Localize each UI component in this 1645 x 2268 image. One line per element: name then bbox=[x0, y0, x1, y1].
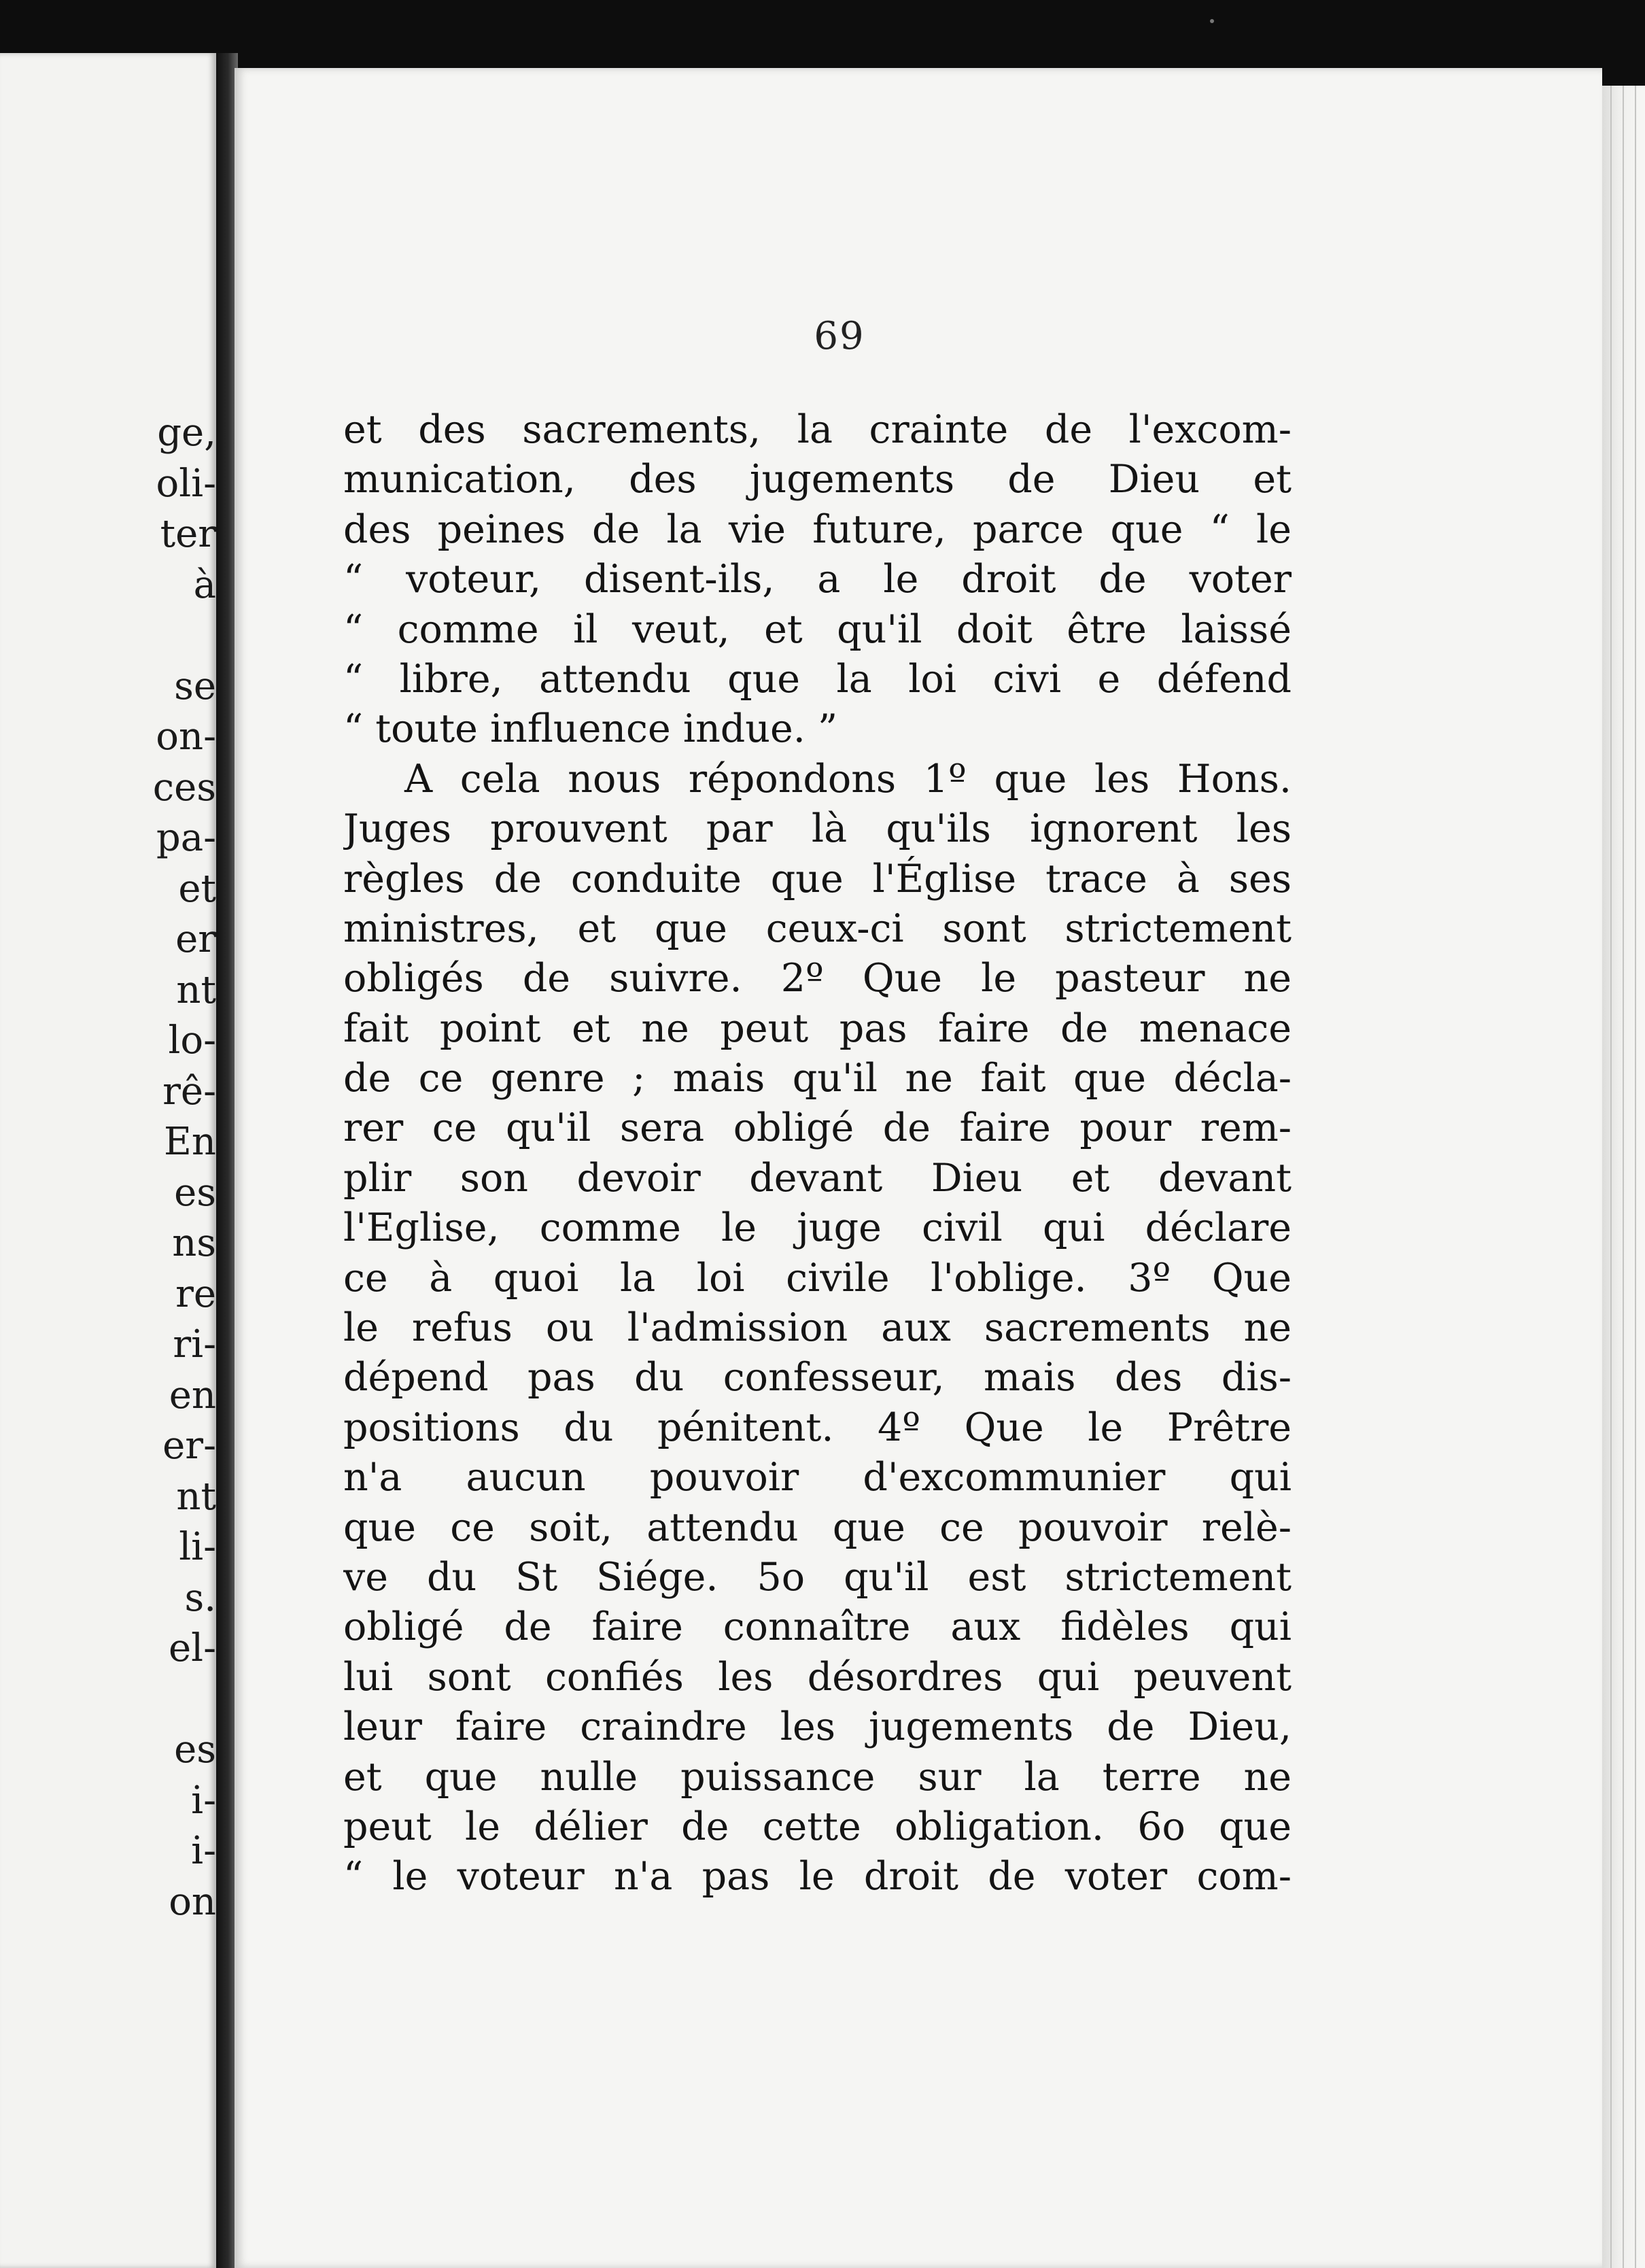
left-page-fragment: En bbox=[164, 1120, 216, 1164]
text-line-content: l'Eglise, comme le juge civil qui déclare bbox=[343, 1205, 1292, 1251]
text-line-content: ministres, et que ceux-ci sont strictement bbox=[343, 906, 1292, 951]
page-number: 69 bbox=[814, 314, 865, 358]
text-line-content: obligé de faire connaître aux fidèles qui bbox=[343, 1604, 1292, 1650]
text-line-content: règles de conduite que l'Église trace à ses bbox=[343, 856, 1292, 901]
text-line bbox=[343, 605, 1292, 655]
left-page-fragment: er bbox=[175, 917, 216, 961]
left-page-fragment: on bbox=[169, 1879, 216, 1924]
left-page-fragment: ns bbox=[172, 1221, 216, 1265]
text-line-content: de ce genre ; mais qu'il ne fait que décla- bbox=[343, 1056, 1292, 1101]
text-line bbox=[343, 1653, 1292, 1702]
text-line-content: positions du pénitent. 4º Que le Prêtre bbox=[343, 1405, 1292, 1450]
page-stack-edge bbox=[1602, 86, 1645, 2268]
text-line bbox=[343, 1802, 1292, 1852]
text-line bbox=[343, 855, 1292, 904]
left-page-fragment: à bbox=[193, 562, 216, 607]
text-line-content: des peines de la vie future, parce que “ le bbox=[343, 506, 1292, 552]
text-line bbox=[343, 904, 1292, 954]
body-text bbox=[343, 405, 1292, 1902]
left-page-fragment: es bbox=[174, 1728, 216, 1772]
text-line-content: A cela nous répondons 1º que les Hons. bbox=[404, 756, 1292, 802]
text-line-content: “ comme il veut, et qu'il doit être laissé bbox=[343, 606, 1292, 652]
text-line-content: munication, des jugements de Dieu et bbox=[343, 457, 1292, 502]
text-line-content: obligés de suivre. 2º Que le pasteur ne bbox=[343, 956, 1292, 1001]
text-line-content: “ toute influence indue. ” bbox=[343, 706, 838, 752]
text-line bbox=[343, 505, 1292, 555]
text-line-content: le refus ou l'admission aux sacrements ne bbox=[343, 1305, 1292, 1351]
text-line bbox=[343, 1503, 1292, 1553]
text-line bbox=[343, 1154, 1292, 1203]
left-page-fragment: i- bbox=[191, 1778, 216, 1823]
left-page-text-fragments bbox=[12, 408, 216, 1927]
text-line bbox=[343, 1553, 1292, 1602]
text-line-content: “ le voteur n'a pas le droit de voter com- bbox=[343, 1854, 1292, 1900]
left-page-fragment: et bbox=[178, 866, 216, 911]
left-page-fragment: ge, bbox=[157, 411, 216, 455]
left-page-fragment: li- bbox=[179, 1525, 216, 1569]
text-line bbox=[343, 755, 1292, 804]
left-page-fragment: rê- bbox=[162, 1069, 216, 1114]
left-page-fragment: ces bbox=[152, 765, 216, 810]
left-page-fragment: pa- bbox=[156, 816, 216, 860]
text-line bbox=[343, 1353, 1292, 1403]
text-line-content: fait point et ne peut pas faire de menace bbox=[343, 1006, 1292, 1051]
text-line bbox=[343, 1054, 1292, 1103]
text-line bbox=[343, 655, 1292, 704]
text-line-content: leur faire craindre les jugements de Dieu, bbox=[343, 1704, 1292, 1750]
text-line-content: et que nulle puissance sur la terre ne bbox=[343, 1754, 1292, 1800]
text-line bbox=[343, 455, 1292, 504]
left-page-fragment: es bbox=[174, 1170, 216, 1215]
text-line bbox=[343, 1254, 1292, 1303]
left-page-fragment: on- bbox=[156, 715, 216, 759]
text-line bbox=[343, 704, 1292, 754]
text-line-content: lui sont confiés les désordres qui peuvent bbox=[343, 1654, 1292, 1700]
text-line-content: “ voteur, disent-ils, a le droit de voter bbox=[343, 557, 1292, 602]
text-line bbox=[343, 1403, 1292, 1453]
text-line bbox=[343, 555, 1292, 604]
text-line-content: peut le délier de cette obligation. 6o que bbox=[343, 1804, 1292, 1849]
text-line bbox=[343, 954, 1292, 1003]
text-line-content: plir son devoir devant Dieu et devant bbox=[343, 1155, 1292, 1201]
text-line-content: dépend pas du confesseur, mais des dis- bbox=[343, 1355, 1292, 1401]
left-page-fragment: s. bbox=[184, 1575, 216, 1620]
scan-speck bbox=[1210, 19, 1214, 23]
left-page-fragment: ri- bbox=[173, 1322, 216, 1367]
left-page-fragment: er- bbox=[162, 1424, 216, 1468]
left-page-fragment: ter bbox=[160, 512, 216, 556]
left-page-fragment bbox=[12, 1674, 216, 1725]
left-page-fragment: nt bbox=[176, 967, 216, 1012]
text-line bbox=[343, 1453, 1292, 1502]
text-line bbox=[343, 1852, 1292, 1902]
text-line-content: ve du St Siége. 5o qu'il est strictement bbox=[343, 1554, 1292, 1600]
left-page-fragment: re bbox=[175, 1271, 216, 1316]
text-line-content: Juges prouvent par là qu'ils ignorent les bbox=[343, 806, 1292, 852]
left-page-fragment: i- bbox=[191, 1829, 216, 1873]
left-page-fragment: se bbox=[174, 664, 216, 708]
text-line bbox=[343, 1702, 1292, 1752]
text-line-content: que ce soit, attendu que ce pouvoir relè- bbox=[343, 1505, 1292, 1550]
left-page-fragment: el- bbox=[169, 1626, 216, 1670]
left-page-fragment: oli- bbox=[156, 461, 216, 506]
text-line-content: “ libre, attendu que la loi civi e défend bbox=[343, 656, 1292, 702]
text-line-content: et des sacrements, la crainte de l'excom- bbox=[343, 407, 1292, 452]
left-page-fragment: lo- bbox=[168, 1018, 216, 1063]
text-line bbox=[343, 1753, 1292, 1802]
text-line bbox=[343, 1602, 1292, 1652]
left-page-fragment bbox=[12, 611, 216, 662]
text-line bbox=[343, 1103, 1292, 1153]
text-line-content: n'a aucun pouvoir d'excommunier qui bbox=[343, 1455, 1292, 1500]
text-line bbox=[343, 1303, 1292, 1353]
left-page-fragment: en bbox=[169, 1373, 216, 1418]
text-line-content: ce à quoi la loi civile l'oblige. 3º Que bbox=[343, 1255, 1292, 1301]
text-line-content: rer ce qu'il sera obligé de faire pour rem- bbox=[343, 1105, 1292, 1151]
text-line bbox=[343, 804, 1292, 854]
left-facing-page bbox=[0, 53, 216, 2268]
left-page-fragment: nt bbox=[176, 1474, 216, 1519]
text-line bbox=[343, 1004, 1292, 1054]
text-line bbox=[343, 1203, 1292, 1253]
text-line bbox=[343, 405, 1292, 455]
